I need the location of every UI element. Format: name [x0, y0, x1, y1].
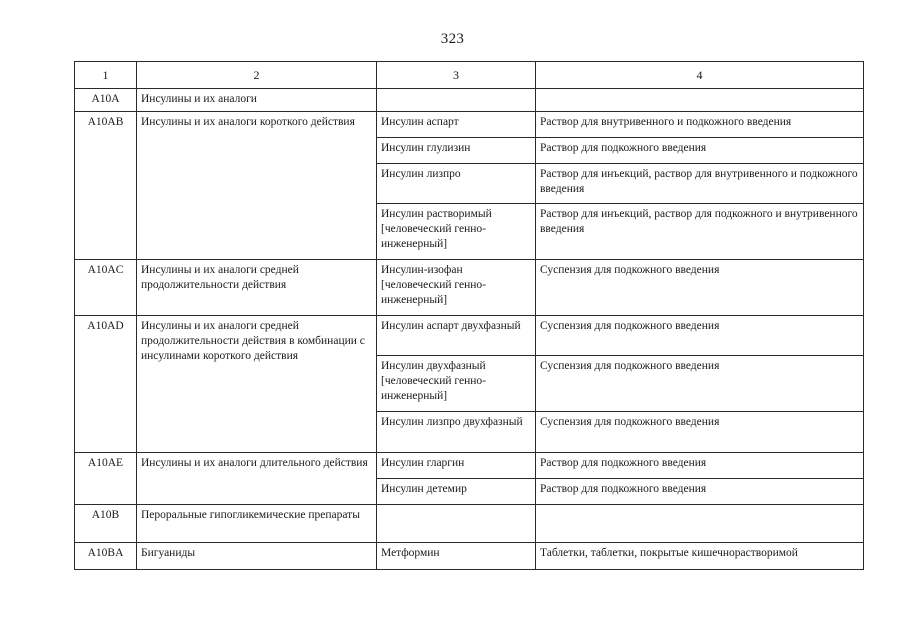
drug-name — [377, 505, 536, 543]
dosage-form — [536, 89, 864, 112]
group-name: Инсулины и их аналоги средней продолжительности действия в комбинации с инсулинами короткого действия — [137, 316, 377, 453]
dosage-form — [536, 505, 864, 543]
atc-code: A10AD — [75, 316, 137, 453]
drug-name: Метформин — [377, 543, 536, 570]
table-row — [75, 505, 864, 543]
drug-name: Инсулин лизпро двухфазный — [377, 412, 536, 453]
dosage-form: Раствор для инъекций, раствор для подкожного и внутривенного введения — [536, 204, 864, 260]
dosage-form: Раствор для подкожного введения — [536, 479, 864, 505]
drug-name: Инсулин гларгин — [377, 453, 536, 479]
column-header: 2 — [137, 62, 377, 89]
drug-name: Инсулин детемир — [377, 479, 536, 505]
atc-code: A10AE — [75, 453, 137, 505]
table-row — [75, 316, 864, 356]
dosage-form: Суспензия для подкожного введения — [536, 412, 864, 453]
dosage-form: Суспензия для подкожного введения — [536, 316, 864, 356]
dosage-form: Раствор для подкожного введения — [536, 453, 864, 479]
group-name: Бигуаниды — [137, 543, 377, 570]
table-row — [75, 89, 864, 112]
group-name: Инсулины и их аналоги — [137, 89, 377, 112]
dosage-form: Раствор для подкожного введения — [536, 138, 864, 164]
group-name: Инсулины и их аналоги средней продолжительности действия — [137, 260, 377, 316]
table-row — [75, 112, 864, 138]
atc-code: A10AC — [75, 260, 137, 316]
dosage-form: Суспензия для подкожного введения — [536, 260, 864, 316]
drug-classification-table — [74, 61, 864, 570]
group-name: Инсулины и их аналоги короткого действия — [137, 112, 377, 260]
table-header-row — [75, 62, 864, 89]
drug-name: Инсулин-изофан [человеческий генно-инженерный] — [377, 260, 536, 316]
dosage-form: Суспензия для подкожного введения — [536, 356, 864, 412]
drug-name: Инсулин аспарт — [377, 112, 536, 138]
atc-code: A10A — [75, 89, 137, 112]
group-name: Инсулины и их аналоги длительного действия — [137, 453, 377, 505]
drug-name: Инсулин глулизин — [377, 138, 536, 164]
table-row — [75, 260, 864, 316]
atc-code: A10AB — [75, 112, 137, 260]
table-row — [75, 453, 864, 479]
page-number: 323 — [440, 31, 465, 47]
drug-name: Инсулин аспарт двухфазный — [377, 316, 536, 356]
column-header: 4 — [536, 62, 864, 89]
dosage-form: Раствор для инъекций, раствор для внутривенного и подкожного введения — [536, 164, 864, 204]
column-header: 3 — [377, 62, 536, 89]
drug-name — [377, 89, 536, 112]
table-row — [75, 543, 864, 570]
atc-code: A10B — [75, 505, 137, 543]
atc-code: A10BA — [75, 543, 137, 570]
drug-name: Инсулин лизпро — [377, 164, 536, 204]
dosage-form: Таблетки, таблетки, покрытые кишечнорастворимой — [536, 543, 864, 570]
dosage-form: Раствор для внутривенного и подкожного введения — [536, 112, 864, 138]
column-header: 1 — [75, 62, 137, 89]
drug-name: Инсулин растворимый [человеческий генно-инженерный] — [377, 204, 536, 260]
drug-name: Инсулин двухфазный [человеческий генно-инженерный] — [377, 356, 536, 412]
group-name: Пероральные гипогликемические препараты — [137, 505, 377, 543]
